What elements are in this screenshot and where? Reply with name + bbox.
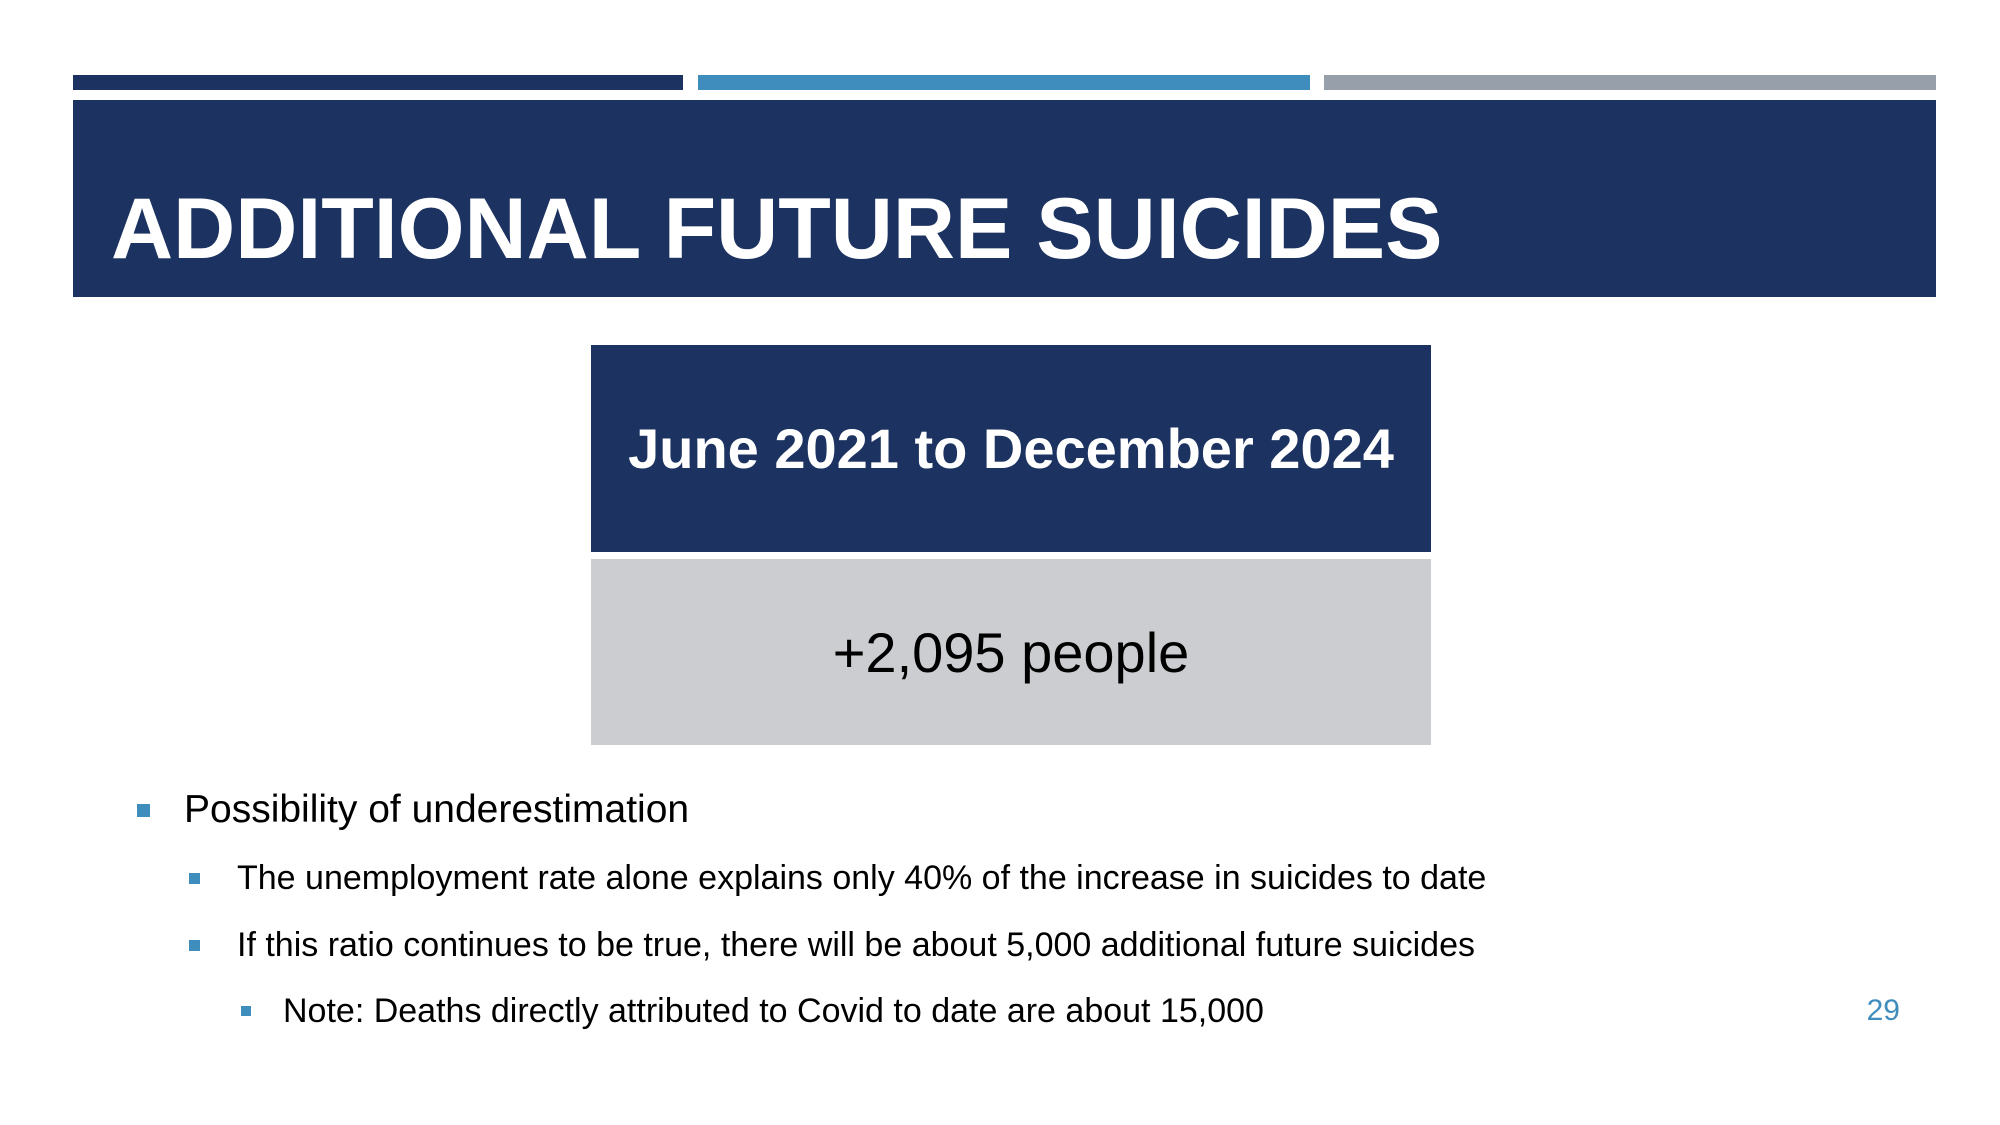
bullet-text: Note: Deaths directly attributed to Covid to date are about 15,000 xyxy=(283,991,1264,1030)
bullet-text: The unemployment rate alone explains only 40% of the increase in suicides to date xyxy=(237,858,1487,897)
table-header-text: June 2021 to December 2024 xyxy=(628,417,1394,480)
bullet-level-3 xyxy=(241,989,1264,1033)
square-bullet-icon xyxy=(241,1006,251,1016)
summary-table xyxy=(591,345,1431,745)
bullet-level-1 xyxy=(137,786,689,834)
table-value-cell xyxy=(591,559,1431,745)
bullet-level-2 xyxy=(189,923,1475,967)
table-header-cell xyxy=(591,345,1431,552)
page-number: 29 xyxy=(1866,994,1900,1027)
square-bullet-icon xyxy=(189,940,200,951)
square-bullet-icon xyxy=(137,804,150,817)
top-accent-bar-gray xyxy=(1324,75,1936,90)
title-band xyxy=(73,100,1936,297)
top-accent-bar-navy xyxy=(73,75,683,90)
table-divider xyxy=(591,552,1431,559)
slide-title: ADDITIONAL FUTURE SUICIDES xyxy=(111,181,1443,277)
bullet-level-2 xyxy=(189,856,1486,900)
bullet-text: Possibility of underestimation xyxy=(184,788,690,831)
bullet-text: If this ratio continues to be true, there will be about 5,000 additional future suicides xyxy=(237,925,1475,964)
top-accent-bar-blue xyxy=(698,75,1310,90)
square-bullet-icon xyxy=(189,873,200,884)
table-value-text: +2,095 people xyxy=(832,620,1190,684)
